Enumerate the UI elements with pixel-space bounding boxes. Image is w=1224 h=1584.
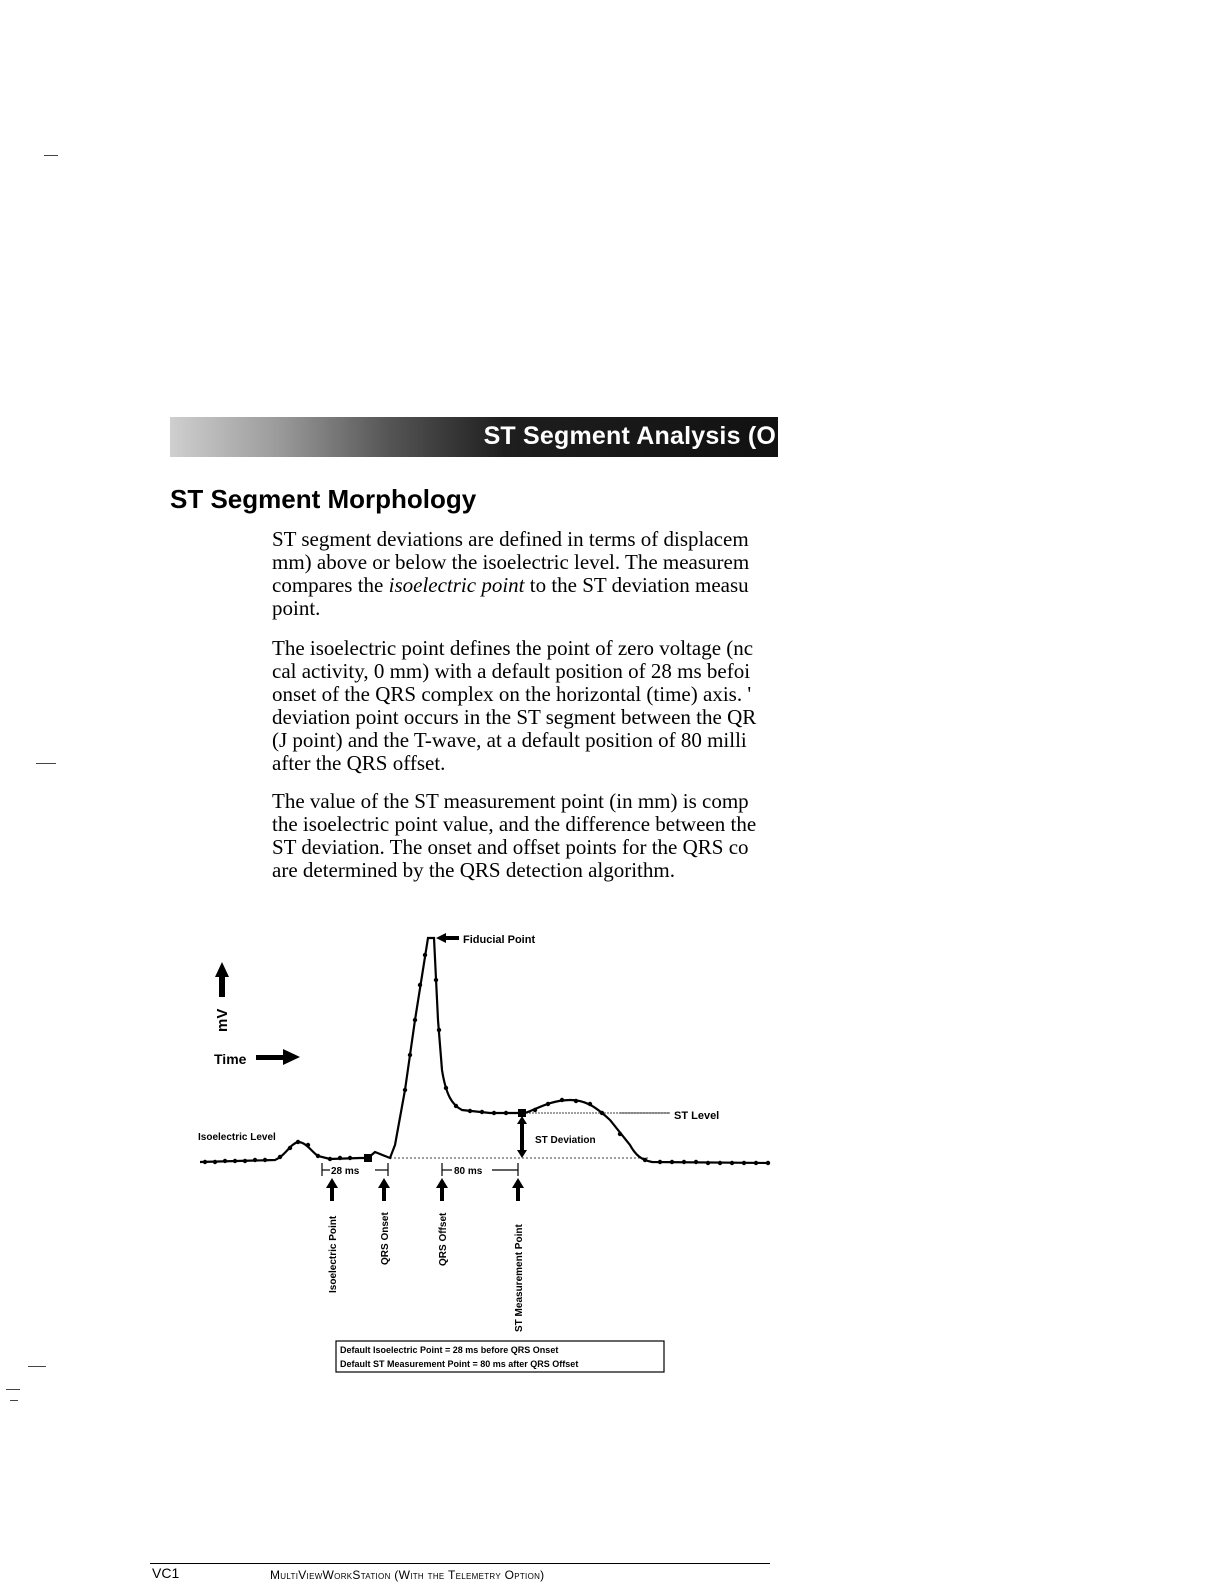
- st-measurement-point-marker-label: ST Measurement Point: [514, 1224, 525, 1332]
- paragraph-line: after the QRS offset.: [272, 751, 446, 775]
- st-measurement-marker: [518, 1109, 526, 1117]
- paragraph-line: mm) above or below the isoelectric level. The measurem: [272, 550, 750, 574]
- interval-28ms-label: 28 ms: [331, 1166, 360, 1177]
- paragraph-line: deviation point occurs in the ST segment between the QR: [272, 705, 757, 729]
- italic-term: isoelectric point: [388, 573, 525, 597]
- scan-mark: [44, 155, 58, 156]
- default-st-measurement-text: Default ST Measurement Point = 80 ms after QRS Offset: [340, 1359, 579, 1369]
- scan-mark: [36, 763, 56, 764]
- qrs-offset-marker-label: QRS Offset: [438, 1212, 449, 1266]
- scan-mark: [10, 1400, 18, 1401]
- mv-up-arrow-icon: [215, 962, 229, 997]
- scan-mark: [6, 1389, 20, 1390]
- isoelectric-point-marker-label: Isoelectric Point: [328, 1215, 339, 1293]
- scan-mark: [28, 1366, 46, 1367]
- paragraph-line: The isoelectric point defines the point of zero voltage (nc: [272, 637, 754, 660]
- text-span: to the ST deviation measu: [524, 573, 749, 597]
- paragraph-1: [272, 528, 782, 620]
- paragraph-line: [272, 574, 782, 597]
- interval-80ms-label: 80 ms: [454, 1166, 483, 1177]
- chapter-banner: [170, 417, 778, 457]
- time-axis-label: Time: [214, 1051, 247, 1067]
- qrs-offset-up-arrow-icon: [436, 1178, 448, 1201]
- st-morphology-diagram: [190, 920, 790, 1380]
- fiducial-point-label: Fiducial Point: [463, 934, 536, 946]
- paragraph-line: point.: [272, 596, 321, 620]
- chapter-title: ST Segment Analysis (O: [483, 422, 776, 450]
- paragraph-line: are determined by the QRS detection algorithm.: [272, 858, 675, 882]
- paragraph-line: ST segment deviations are defined in terms of displacem: [272, 528, 749, 551]
- footer-page-number: VC1: [152, 1565, 180, 1581]
- paragraph-line: onset of the QRS complex on the horizontal (time) axis. ': [272, 682, 752, 706]
- st-level-label: ST Level: [674, 1110, 720, 1122]
- paragraph-line: the isoelectric point value, and the difference between the: [272, 812, 757, 836]
- isoelectric-point-marker: [364, 1154, 372, 1162]
- qrs-onset-up-arrow-icon: [378, 1178, 390, 1201]
- paragraph-line: ST deviation. The onset and offset points for the QRS co: [272, 835, 749, 859]
- mv-axis-label: mV: [214, 1008, 231, 1032]
- section-heading: ST Segment Morphology: [170, 484, 477, 514]
- fiducial-left-arrow-icon: [436, 933, 459, 943]
- isoelectric-point-up-arrow-icon: [326, 1178, 338, 1201]
- footer-title: MultiViewWorkStation (With the Telemetry Option): [270, 1568, 545, 1582]
- paragraph-3: [272, 790, 782, 882]
- paragraph-line: The value of the ST measurement point (in mm) is comp: [272, 790, 749, 813]
- isoelectric-level-label: Isoelectric Level: [198, 1132, 276, 1143]
- time-right-arrow-icon: [256, 1049, 300, 1065]
- st-measurement-point-up-arrow-icon: [512, 1178, 524, 1201]
- qrs-onset-marker-label: QRS Onset: [380, 1212, 391, 1265]
- st-deviation-label: ST Deviation: [535, 1135, 596, 1146]
- paragraph-2: [272, 637, 782, 775]
- st-deviation-arrow-icon: [517, 1116, 527, 1158]
- footer-rule: [150, 1563, 770, 1564]
- paragraph-line: cal activity, 0 mm) with a default position of 28 ms befoi: [272, 659, 751, 683]
- default-isoelectric-text: Default Isoelectric Point = 28 ms before QRS Onset: [340, 1345, 559, 1355]
- paragraph-line: (J point) and the T-wave, at a default position of 80 milli: [272, 728, 747, 752]
- text-span: compares the: [272, 573, 389, 597]
